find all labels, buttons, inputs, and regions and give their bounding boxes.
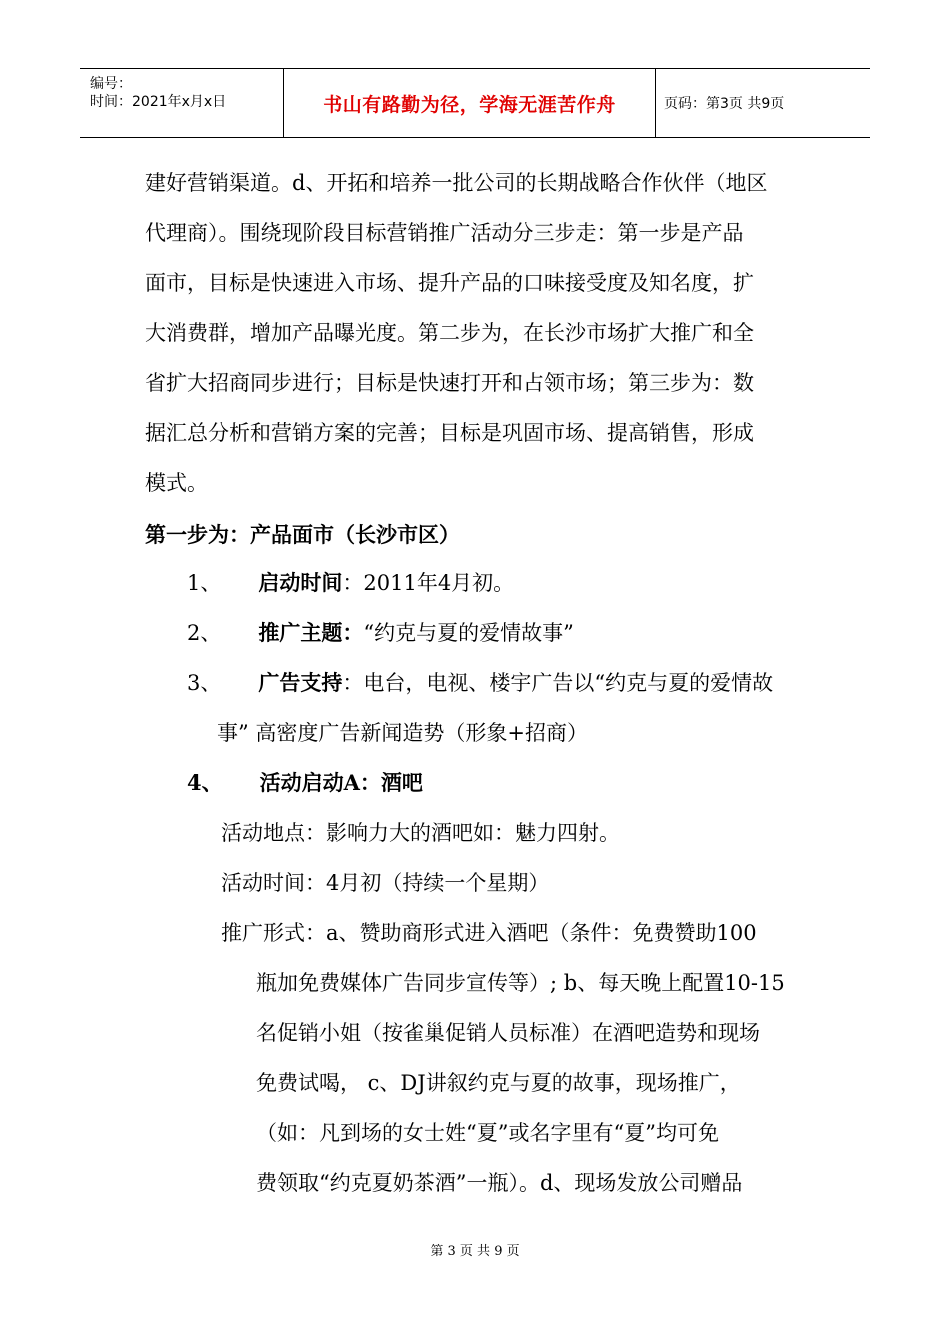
paragraph-line: 面市，目标是快速进入市场、提升产品的口味接受度及知名度，扩 <box>145 271 754 295</box>
item-number: 3、 <box>187 671 222 695</box>
item-text: ：电台，电视、楼宇广告以“约克与夏的爱情故 <box>342 671 774 695</box>
number-label: 编号： <box>90 76 132 92</box>
item-number: 4、 <box>187 770 223 795</box>
activity-place: 活动地点：影响力大的酒吧如：魅力四射。 <box>221 821 620 845</box>
list-item <box>187 758 423 808</box>
page-footer: 第 3 页 共 9 页 <box>430 1244 520 1259</box>
promo-line: （如：凡到场的女士姓“夏”或名字里有“夏”均可免 <box>256 1121 719 1145</box>
list-item <box>187 558 514 608</box>
motto-text: 书山有路勤为径，学海无涯苦作舟 <box>323 93 616 116</box>
header-motto-cell <box>283 69 656 137</box>
item-number: 2、 <box>187 621 222 645</box>
header-left-cell <box>80 69 283 137</box>
paragraph-line: 据汇总分析和营销方案的完善；目标是巩固市场、提高销售，形成 <box>145 421 754 445</box>
section-title: 第一步为：产品面市（长沙市区） <box>145 523 460 547</box>
item-text: “约克与夏的爱情故事” <box>363 621 574 645</box>
item-label: 广告支持 <box>258 670 343 695</box>
paragraph-line: 大消费群，增加产品曝光度。第二步为，在长沙市场扩大推广和全 <box>145 321 754 345</box>
paragraph-line: 代理商）。围绕现阶段目标营销推广活动分三步走：第一步是产品 <box>145 221 744 245</box>
page-header <box>80 68 870 138</box>
list-item-continuation: 事” 高密度广告新闻造势（形象+招商） <box>217 721 589 745</box>
paragraph-line: 省扩大招商同步进行；目标是快速打开和占领市场；第三步为：数 <box>145 371 754 395</box>
promo-line: 免费试喝， c、DJ讲叙约克与夏的故事，现场推广， <box>256 1071 741 1095</box>
list-item <box>187 658 773 708</box>
promo-line: 名促销小姐（按雀巢促销人员标准）在酒吧造势和现场 <box>256 1021 760 1045</box>
item-label: 推广主题： <box>258 620 364 645</box>
item-label: 启动时间 <box>258 570 343 595</box>
promo-line: 瓶加免费媒体广告同步宣传等）; b、每天晚上配置10-15 <box>256 971 785 995</box>
time-label: 时间：2021年x月x日 <box>90 94 227 110</box>
promo-line: 费领取“约克夏奶茶酒”一瓶）。d、现场发放公司赠品 <box>256 1171 743 1195</box>
activity-time: 活动时间：4月初（持续一个星期） <box>221 871 550 895</box>
paragraph-line: 建好营销渠道。d、开拓和培养一批公司的长期战略合作伙伴（地区 <box>145 171 768 195</box>
item-number: 1、 <box>187 571 222 595</box>
paragraph-line: 模式。 <box>145 471 208 495</box>
list-item <box>187 608 574 658</box>
item-label: 活动启动A：酒吧 <box>259 770 423 795</box>
item-text: ：2011年4月初。 <box>342 571 515 595</box>
promo-line: 推广形式：a、赞助商形式进入酒吧（条件：免费赞助100 <box>221 921 757 945</box>
page-number-label: 页码：第3页 共9页 <box>664 96 785 112</box>
